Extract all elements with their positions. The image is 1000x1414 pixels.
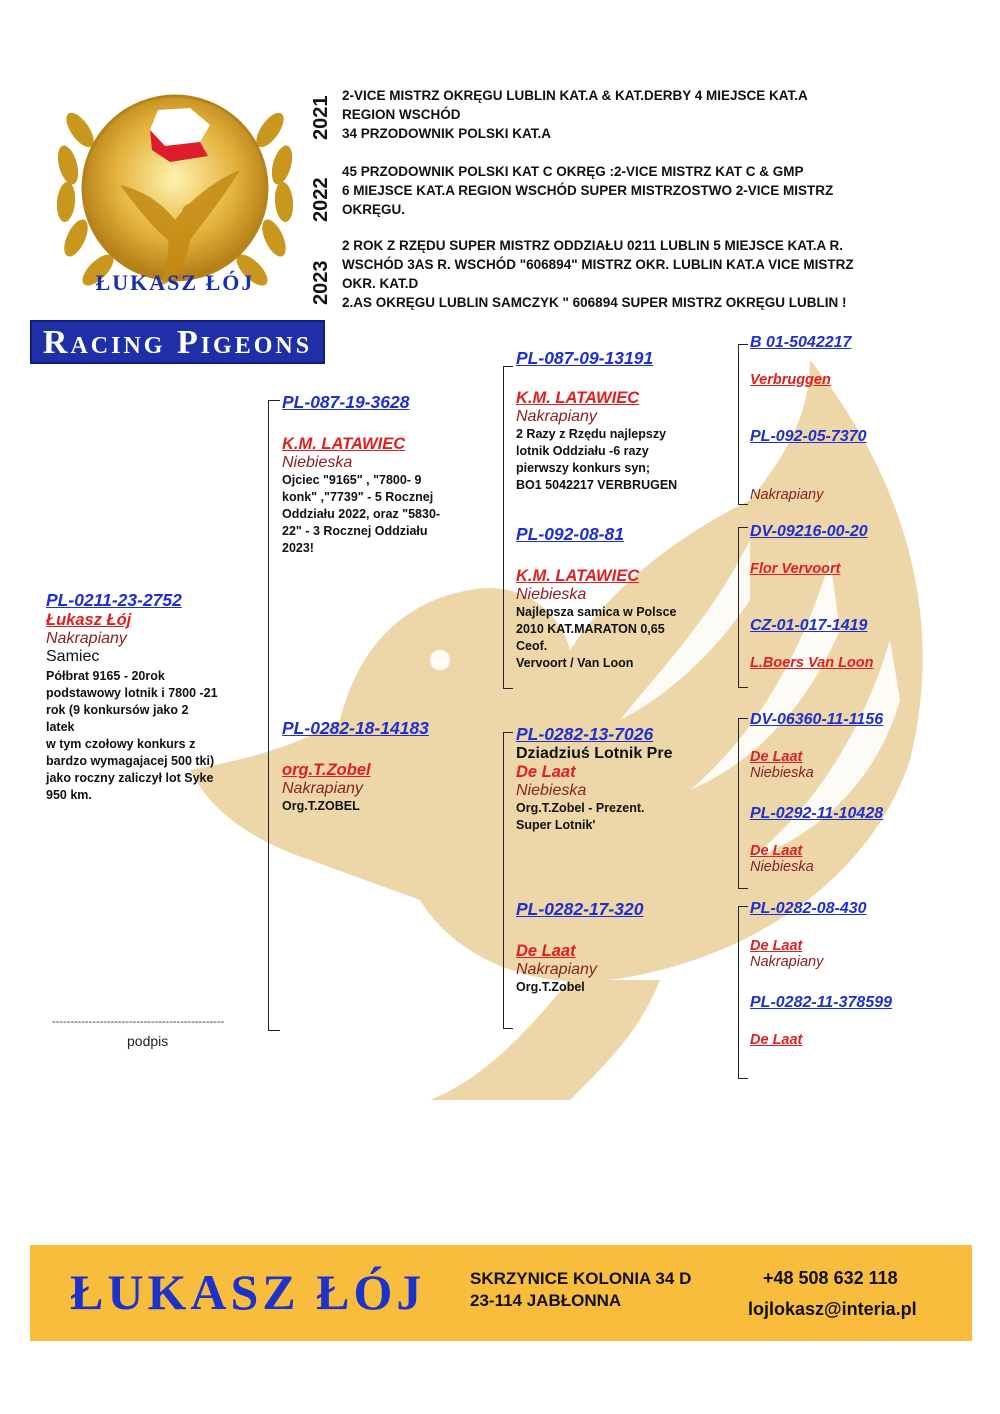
racing-pigeons-text: Racing Pigeons [42,324,313,361]
bracket-gen4-3 [738,718,739,888]
gen4-card-4 [750,617,874,671]
bracket-gen3-father [503,366,504,688]
ff-breeder: K.M. LATAWIEC [516,389,640,407]
year-2021: 2021 [310,95,332,140]
mother-ring-number[interactable]: PL-0282-18-14183 [282,718,429,738]
ach-line: REGION WSCHÓD [342,107,461,122]
ach-line: WSCHÓD 3AS R. WSCHÓD "606894" MISTRZ OKR. LUBLIN KAT.A VICE MISTRZ [342,257,854,272]
mm-ring-number[interactable]: PL-0282-17-320 [516,899,644,919]
bracket-tick [738,527,748,528]
ach-line: OKR. KAT.D [342,276,419,291]
bracket-tick [503,732,513,733]
gen4-breeder: Flor Vervoort [750,561,841,577]
gen4-ring-number[interactable]: PL-0282-11-378599 [750,994,893,1011]
bracket-gen3-mother [503,732,504,1028]
ach-line: 2.AS OKRĘGU LUBLIN SAMCZYK " 606894 SUPER MISTRZ OKRĘGU LUBLIN ! [342,295,847,310]
gen4-breeder: Verbruggen [750,372,831,388]
bracket-tick [738,718,748,719]
mf-ring-number[interactable]: PL-0282-13-7026 [516,724,654,744]
gen4-card-2 [750,428,867,503]
bracket-gen4-2 [738,527,739,687]
gen4-card-5 [750,711,883,781]
gen4-ring-number[interactable]: PL-092-05-7370 [750,428,867,445]
fm-ring-number[interactable]: PL-092-08-81 [516,524,624,544]
year-2023: 2023 [310,260,332,305]
main-bird-card [46,590,261,804]
ff-card [516,348,731,494]
bracket-tick [738,504,748,505]
signature-label: podpis [127,1033,169,1049]
father-ring-number[interactable]: PL-087-19-3628 [282,392,410,412]
gen4-ring-number[interactable]: PL-0292-11-10428 [750,805,884,822]
fm-color: Niebieska [516,586,587,603]
racing-pigeons-banner [30,320,325,364]
bracket-gen4-1 [738,344,739,504]
year-2022: 2022 [310,177,332,222]
bracket-tick [268,1030,280,1031]
bracket-tick [503,688,513,689]
gen4-breeder: L.Boers Van Loon [750,655,874,671]
achievements-2022 [342,162,972,219]
father-card [282,392,492,557]
bracket-tick [503,366,513,367]
mother-color: Nakrapiany [282,780,363,797]
mf-card [516,724,731,834]
gen4-ring-number[interactable]: CZ-01-017-1419 [750,617,868,634]
mother-breeder: org.T.Zobel [282,761,371,779]
mm-color: Nakrapiany [516,961,597,978]
father-breeder: K.M. LATAWIEC [282,435,406,453]
father-color: Niebieska [282,454,353,471]
footer-phone[interactable]: +48 508 632 118 [763,1268,898,1288]
ff-ring-number[interactable]: PL-087-09-13191 [516,348,654,368]
mother-card [282,718,492,815]
bracket-tick [738,888,748,889]
main-sex: Samiec [46,648,100,665]
gen4-card-7 [750,900,867,970]
bracket-gen2 [268,400,269,1030]
gen4-breeder: De Laat [750,1032,803,1048]
fm-breeder: K.M. LATAWIEC [516,567,640,585]
ach-line: 2 ROK Z RZĘDU SUPER MISTRZ ODDZIAŁU 0211 LUBLIN 5 MIEJSCE KAT.A R. [342,238,844,253]
gen4-color: Niebieska [750,859,814,875]
gen4-ring-number[interactable]: DV-06360-11-1156 [750,711,884,728]
footer-banner [30,1245,972,1341]
main-description: Półbrat 9165 - 20rok podstawowy lotnik i 7800 -21 rok (9 konkursów jako 2 latek w tym czołowy konkurs z bardzo wymagajacej 500 tki) jako roczny zaliczył lot Syke 950 km. [46,669,218,802]
bracket-tick [738,687,748,688]
fm-description: Najlepsza samica w Polsce 2010 KAT.MARATON 0,65 Ceof. Vervoort / Van Loon [516,605,677,670]
mf-color: Niebieska [516,782,587,799]
father-description: Ojciec "9165" , "7800- 9 konk" ,"7739" - 5 Rocznej Oddziału 2022, oraz "5830- 22" - 3 Rocznej Oddziału 2023! [282,473,441,555]
gen4-breeder: De Laat [750,843,803,859]
gen4-ring-number[interactable]: DV-09216-00-20 [750,523,868,540]
bracket-tick [268,400,280,401]
bracket-tick [738,906,748,907]
mother-description: Org.T.ZOBEL [282,799,360,813]
achievements-2021 [342,86,972,143]
ach-line: 2-VICE MISTRZ OKRĘGU LUBLIN KAT.A & KAT.DERBY 4 MIEJSCE KAT.A [342,88,808,103]
gen4-ring-number[interactable]: PL-0282-08-430 [750,900,867,917]
mm-breeder: De Laat [516,942,576,960]
gen4-card-3 [750,523,868,577]
mf-breeder: De Laat [516,763,576,781]
bracket-tick [503,1028,513,1029]
gen4-color: Nakrapiany [750,954,824,970]
bracket-tick [738,344,748,345]
signature-line: ----------------------------------------------- [52,1016,225,1028]
ff-color: Nakrapiany [516,408,597,425]
ff-description: 2 Razy z Rzędu najlepszy lotnik Oddziału -6 razy pierwszy konkurs syn; BO1 5042217 VERBRUGEN [516,427,678,492]
main-breeder: Łukasz Łój [46,611,132,629]
mm-description: Org.T.Zobel [516,980,585,994]
main-color: Nakrapiany [46,630,127,647]
footer-address-line1: SKRZYNICE KOLONIA 34 D [470,1269,692,1288]
logo-name: ŁUKASZ ŁÓJ [95,270,255,295]
gen4-card-1 [750,334,851,388]
bracket-gen4-4 [738,906,739,1078]
achievements-2023 [342,236,972,312]
mf-name: Dziadziuś Lotnik Pre [516,745,673,762]
gen4-card-8 [750,994,892,1048]
gen4-color: Nakrapiany [750,487,824,503]
gen4-ring-number[interactable]: B 01-5042217 [750,334,852,351]
fm-card [516,524,731,672]
footer-name: ŁUKASZ ŁÓJ [70,1264,426,1320]
main-ring-number[interactable]: PL-0211-23-2752 [46,590,182,610]
ach-line: 45 PRZODOWNIK POLSKI KAT C OKRĘG :2-VICE MISTRZ KAT C & GMP [342,164,804,179]
gen4-breeder: De Laat [750,749,803,765]
ach-line: 6 MIEJSCE KAT.A REGION WSCHÓD SUPER MISTRZOSTWO 2-VICE MISTRZ [342,183,834,198]
bracket-tick [738,1078,748,1079]
mf-description: Org.T.Zobel - Prezent. Super Lotnik' [516,801,645,832]
gen4-card-6 [750,805,883,875]
footer-email[interactable]: lojlokasz@interia.pl [748,1299,917,1319]
mm-card [516,899,731,996]
gen4-color: Niebieska [750,765,814,781]
ach-line: OKRĘGU. [342,202,406,217]
gen4-breeder: De Laat [750,938,803,954]
ach-line: 34 PRZODOWNIK POLSKI KAT.A [342,126,552,141]
footer-address-line2: 23-114 JABŁONNA [470,1291,622,1310]
